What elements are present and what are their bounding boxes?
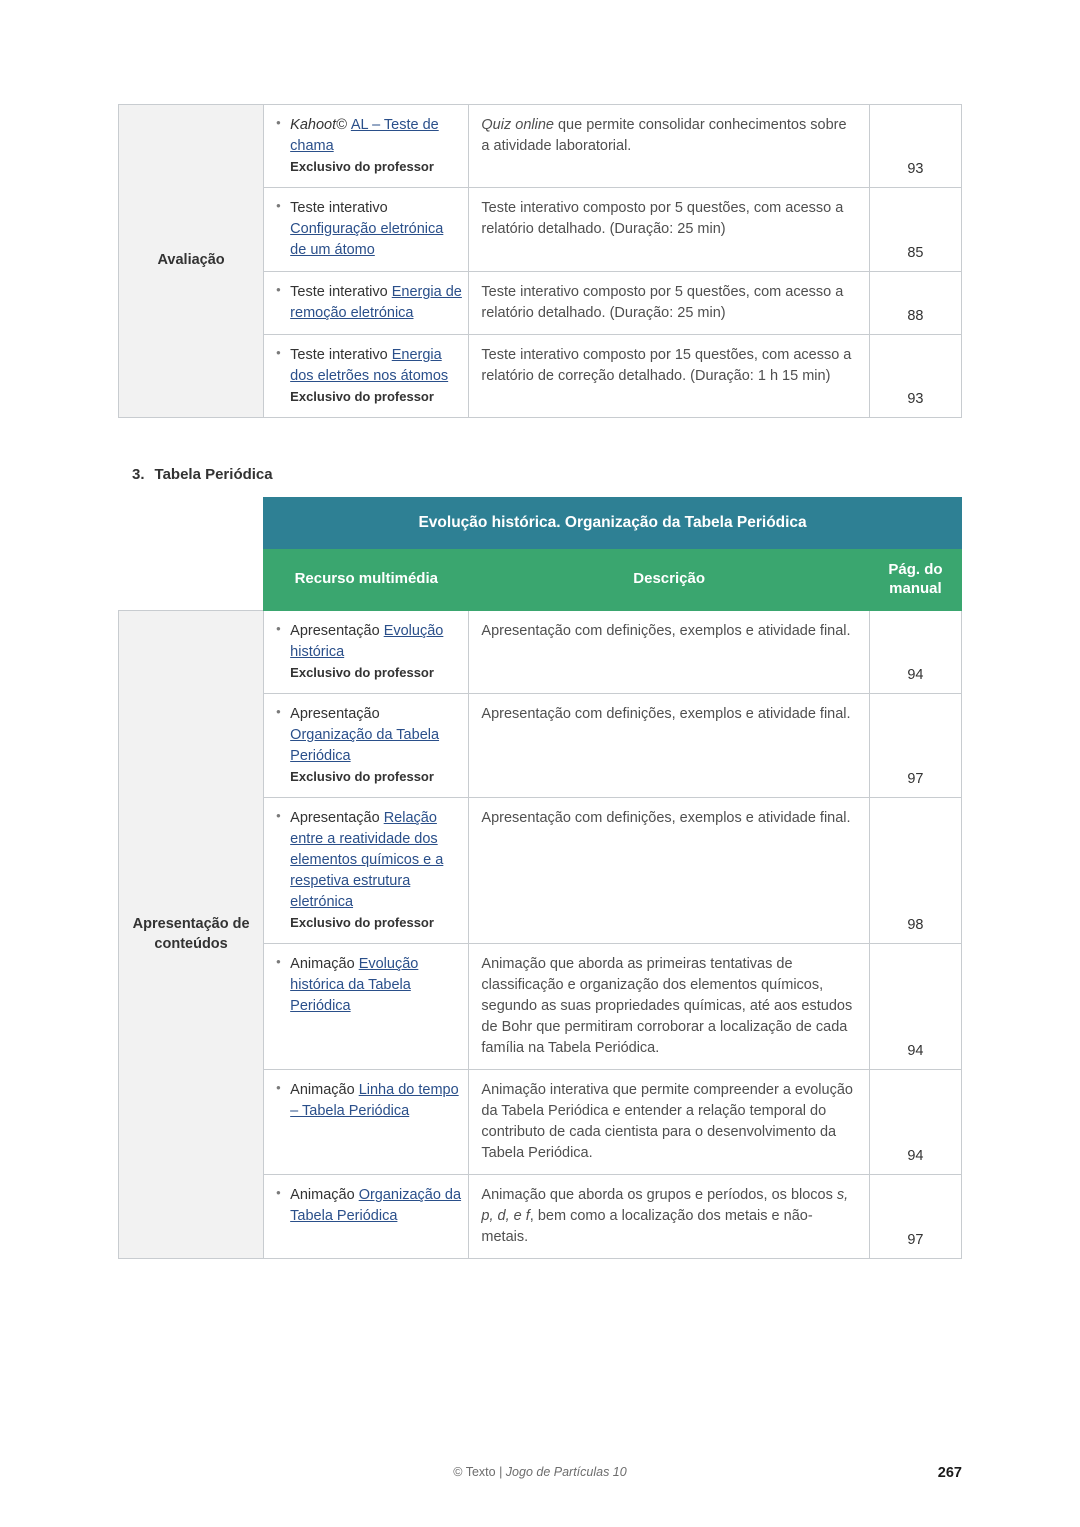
category-cell-avaliacao: Avaliação: [119, 105, 264, 418]
page-cell: 85: [869, 187, 961, 271]
page-cell: 93: [869, 105, 961, 188]
spacer-cell: [119, 548, 264, 611]
resource-cell: [264, 694, 469, 798]
resource-cell: [264, 334, 469, 417]
header-row: [119, 548, 962, 611]
resource-link[interactable]: Energia de remoção eletrónica: [290, 283, 462, 321]
list-item: [290, 345, 462, 407]
section-title: Tabela Periódica: [154, 465, 273, 483]
page-cell: 93: [869, 334, 961, 417]
resource-cell: [264, 1070, 469, 1175]
resource-cell: [264, 271, 469, 334]
list-item: [290, 1185, 462, 1227]
list-item: [290, 954, 462, 1017]
description-part2: , bem como a localização dos metais e não-metais.: [481, 1208, 813, 1246]
description-cell: Teste interativo composto por 15 questões, com acesso a relatório de correção detalhado. (Duração: 1 h 15 min): [469, 334, 869, 417]
resource-link[interactable]: Configuração eletrónica de um átomo: [290, 220, 444, 258]
description-cell: Animação interativa que permite compreender a evolução da Tabela Periódica e entender a relação temporal do contributo de cada cientista para o desenvolvimento da Tabela Periódica.: [469, 1070, 869, 1175]
footer-credit: [453, 1465, 626, 1479]
tabela-periodica-table: [118, 497, 962, 1259]
resource-lead: Kahoot©: [290, 117, 351, 133]
description-part1: Animação que aborda os grupos e períodos, os blocos: [481, 1187, 837, 1204]
header-pagina: Pág. do manual: [869, 548, 961, 611]
exclusive-note: Exclusivo do professor: [290, 915, 434, 931]
table-row: [119, 105, 962, 188]
page-cell: 94: [869, 944, 961, 1070]
description-italic: Quiz online: [481, 117, 554, 133]
resource-cell: [264, 798, 469, 944]
category-cell-apresentacao: Apresentação de conteúdos: [119, 611, 264, 1259]
page-cell: 97: [869, 1175, 961, 1259]
description-cell: Teste interativo composto por 5 questões, com acesso a relatório detalhado. (Duração: 25 min): [469, 271, 869, 334]
description-cell: Teste interativo composto por 5 questões, com acesso a relatório detalhado. (Duração: 25 min): [469, 187, 869, 271]
resource-lead: Animação: [290, 1187, 359, 1204]
description-text: que permite consolidar conhecimentos sobre a atividade laboratorial.: [481, 117, 847, 155]
table-row: [119, 611, 962, 694]
description-cell: Animação que aborda as primeiras tentativas de classificação e organização dos elementos químicos, segundo as suas propriedades químicas, até aos estudos de Bohr que permitiram corroborar a localização de cada família na Tabela Periódica.: [469, 944, 869, 1070]
description-cell: [469, 1175, 869, 1259]
page-cell: 94: [869, 1070, 961, 1175]
resource-lead: Apresentação: [290, 810, 384, 827]
resource-link[interactable]: Organização da Tabela Periódica: [290, 727, 440, 765]
description-italic: s, p, d, e f: [481, 1187, 849, 1225]
resource-lead: Apresentação: [290, 706, 380, 723]
footer-credit-prefix: © Texto |: [453, 1465, 506, 1479]
exclusive-note: Exclusivo do professor: [290, 388, 434, 404]
resource-link[interactable]: AL – Teste de chama: [290, 117, 439, 155]
list-item: [290, 1080, 462, 1122]
resource-link[interactable]: Linha do tempo – Tabela Periódica: [290, 1082, 459, 1120]
resource-lead: Animação: [290, 956, 359, 973]
list-item: [290, 282, 462, 324]
resource-cell: [264, 187, 469, 271]
header-descricao: Descrição: [469, 548, 869, 611]
page-cell: 88: [869, 271, 961, 334]
header-recurso: Recurso multimédia: [264, 548, 469, 611]
exclusive-note: Exclusivo do professor: [290, 159, 434, 175]
resource-link[interactable]: Energia dos eletrões nos átomos: [290, 346, 449, 384]
resource-link[interactable]: Organização da Tabela Periódica: [290, 1187, 462, 1225]
resource-lead: Teste interativo: [290, 283, 392, 300]
resource-lead: Teste interativo: [290, 199, 388, 216]
resource-cell: [264, 944, 469, 1070]
exclusive-note: Exclusivo do professor: [290, 769, 434, 785]
description-cell: Apresentação com definições, exemplos e atividade final.: [469, 798, 869, 944]
table-banner-title: Evolução histórica. Organização da Tabela Periódica: [264, 497, 962, 548]
description-cell: Apresentação com definições, exemplos e atividade final.: [469, 611, 869, 694]
page-number: 267: [937, 1465, 962, 1481]
section-heading: [132, 466, 962, 483]
resource-lead: Apresentação: [290, 623, 384, 640]
page-cell: 94: [869, 611, 961, 694]
resource-cell: [264, 611, 469, 694]
description-cell: [469, 105, 869, 188]
list-item: [290, 198, 462, 261]
resource-cell: [264, 105, 469, 188]
list-item: [290, 808, 462, 933]
banner-row: [119, 497, 962, 548]
list-item: [290, 115, 462, 177]
page-cell: 98: [869, 798, 961, 944]
footer-credit-title: Jogo de Partículas 10: [505, 1465, 627, 1479]
avaliacao-table-wrapper: [118, 0, 962, 418]
spacer-cell: [119, 497, 264, 548]
resource-link[interactable]: Evolução histórica da Tabela Periódica: [290, 956, 419, 1015]
resource-link[interactable]: Evolução histórica: [290, 623, 444, 661]
resource-link[interactable]: Relação entre a reatividade dos elementos químicos e a respetiva estrutura eletrónica: [290, 810, 444, 911]
section-number: 3.: [132, 465, 145, 483]
resource-cell: [264, 1175, 469, 1259]
page-footer: [0, 1465, 1080, 1479]
list-item: [290, 621, 462, 683]
description-cell: Apresentação com definições, exemplos e atividade final.: [469, 694, 869, 798]
resource-lead: Teste interativo: [290, 346, 392, 363]
exclusive-note: Exclusivo do professor: [290, 665, 434, 681]
avaliacao-table: [118, 104, 962, 418]
page-cell: 97: [869, 694, 961, 798]
list-item: [290, 704, 462, 787]
resource-lead: Animação: [290, 1082, 359, 1099]
